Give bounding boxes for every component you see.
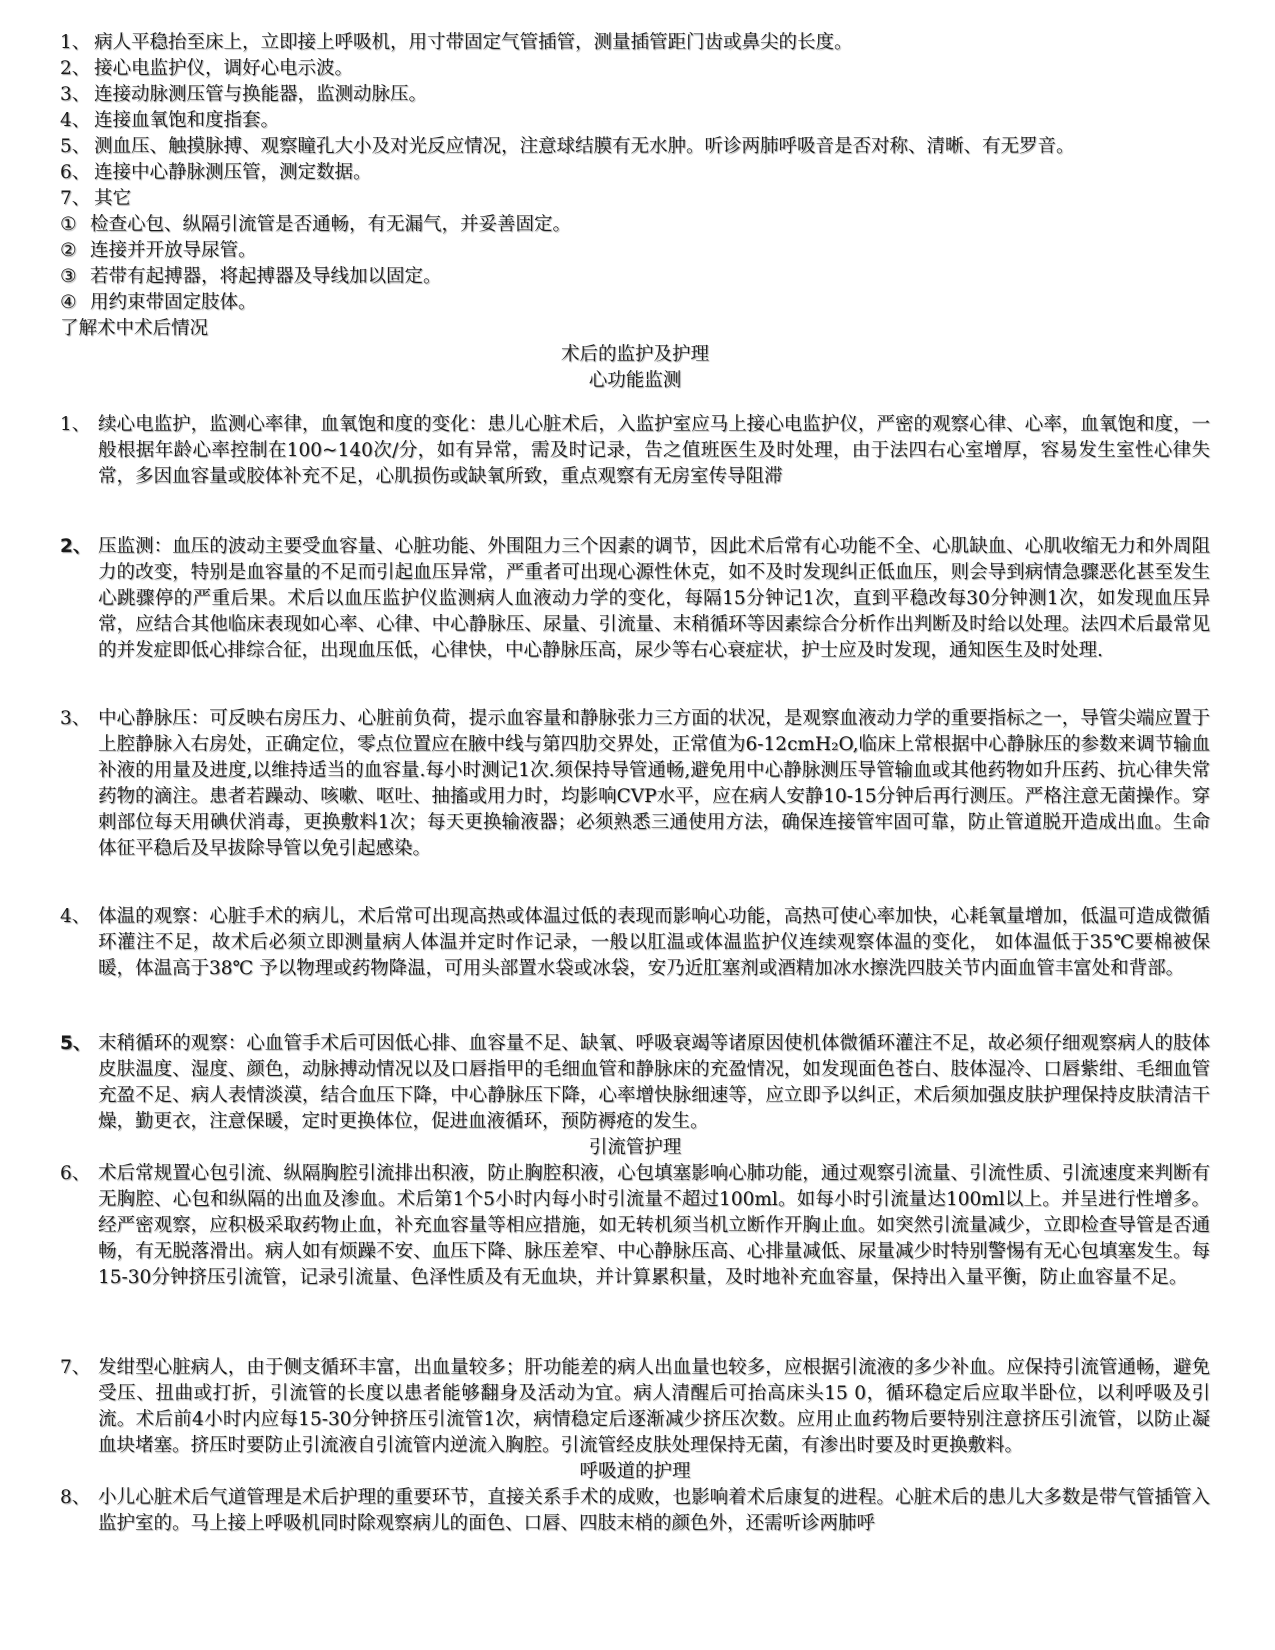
- list-item: [60, 904, 1210, 982]
- list-item: [60, 30, 1210, 56]
- step-text: 连接中心静脉测压管，测定数据。: [94, 162, 372, 183]
- item-text: 中心静脉压：可反映右房压力、心脏前负荷，提示血容量和静脉张力三方面的状况，是观察血液动力学的重要指标之一，导管尖端应置于上腔静脉入右房处，正确定位，零点位置应在腋中线与第四肋交界处，正常值为6-12cmH₂O,临床上常根据中心静脉压的参数来调节输血补液的用量及进度,以维持适当的血容量.每小时测记1次.须保持导管通畅,避免用中心静脉测压导管输血或其他药物如升压药、抗心律失常药物的滴注。患者若躁动、咳嗽、呕吐、抽搐或用力时，均影响CVP水平，应在病人安静10-15分钟后再行测压。严格注意无菌操作。穿刺部位每天用碘伏消毒，更换敷料1次；每天更换输液器；必须熟悉三通使用方法，确保连接管牢固可靠，防止管道脱开造成出血。生命体征平稳后及早拔除导管以免引起感染。: [98, 708, 1210, 859]
- step-text: 接心电监护仪，调好心电示波。: [94, 58, 354, 79]
- intro-tail: 了解术中术后情况: [60, 318, 209, 339]
- step-text: 连接动脉测压管与换能器，监测动脉压。: [94, 84, 428, 105]
- item-number: 8、: [60, 1487, 91, 1508]
- item-number: 1、: [60, 414, 91, 435]
- step-text: 病人平稳抬至床上，立即接上呼吸机，用寸带固定气管插管，测量插管距门齿或鼻尖的长度。: [94, 32, 853, 53]
- item-number: 3、: [60, 708, 91, 729]
- list-item: [60, 412, 1210, 490]
- item-text: 体温的观察：心脏手术的病儿，术后常可出现高热或体温过低的表现而影响心功能，高热可使心率加快，心耗氧量增加，低温可造成微循环灌注不足，故术后必须立即测量病人体温并定时作记录，一般以肛温或体温监护仪连续观察体温的变化， 如体温低于35℃要棉被保暖，体温高于38℃ 予以物理或药物降温，可用头部置水袋或冰袋，安乃近肛塞剂或酒精加冰水擦洗四肢关节内面血管丰富处和背部。: [98, 906, 1210, 979]
- item-1: [60, 412, 1210, 490]
- item-text: 小儿心脏术后气道管理是术后护理的重要环节，直接关系手术的成败，也影响着术后康复的进程。心脏术后的患儿大多数是带气管插管入监护室的。马上接上呼吸机同时除观察病儿的面色、口唇、四肢末梢的颜色外，还需听诊两肺呼: [98, 1487, 1210, 1534]
- list-item: [60, 134, 1210, 160]
- sub-item: [60, 290, 1210, 316]
- item-2: [60, 534, 1210, 664]
- sub-item: [60, 264, 1210, 290]
- sub-item: [60, 212, 1210, 238]
- sub-number: ④: [60, 292, 77, 313]
- list-item: [60, 82, 1210, 108]
- list-item: [60, 108, 1210, 134]
- sub-number: ③: [60, 266, 77, 287]
- step-text: 连接血氧饱和度指套。: [94, 110, 280, 131]
- sub-text: 检查心包、纵隔引流管是否通畅，有无漏气，并妥善固定。: [90, 214, 572, 235]
- section-heading-airway: 呼吸道的护理: [579, 1461, 691, 1482]
- step-number: 6、: [60, 162, 91, 183]
- item-text: 术后常规置心包引流、纵隔胸腔引流排出积液，防止胸腔积液，心包填塞影响心肺功能，通过观察引流量、引流性质、引流速度来判断有无胸腔、心包和纵隔的出血及渗血。术后第1个5小时内每小时引流量不超过100ml。如每小时引流量达100ml以上。并呈进行性增多。经严密观察，应积极采取药物止血，补充血容量等相应措施，如无转机须当机立断作开胸止血。如突然引流量减少，立即检查导管是否通畅，有无脱落滑出。病人如有烦躁不安、血压下降、脉压差窄、中心静脉压高、心排量减低、尿量减少时特别警惕有无心包填塞发生。每15-30分钟挤压引流管，记录引流量、色泽性质及有无血块，并计算累积量，及时地补充血容量，保持出入量平衡，防止血容量不足。: [98, 1163, 1210, 1288]
- item-number: 7、: [60, 1357, 91, 1378]
- step-number: 5、: [60, 136, 91, 157]
- step-text: 其它: [94, 188, 132, 209]
- section-heading-cardiac: 心功能监测: [588, 370, 682, 391]
- item-5: [60, 1031, 1210, 1291]
- list-item: [60, 1485, 1210, 1537]
- list-item: [60, 1161, 1210, 1291]
- step-number: 7、: [60, 188, 91, 209]
- item-text: 续心电监护，监测心率律，血氧饱和度的变化：患儿心脏术后，入监护室应马上接心电监护仪，严密的观察心律、心率，血氧饱和度，一般根据年龄心率控制在100~140次/分，如有异常，需及时记录，告之值班医生及时处理，由于法四右心室增厚，容易发生室性心律失常，多因血容量或胶体补充不足，心肌损伤或缺氧所致，重点观察有无房室传导阻滞: [98, 414, 1210, 487]
- item-3: [60, 706, 1210, 862]
- sub-number: ①: [60, 214, 77, 235]
- list-item: [60, 56, 1210, 82]
- item-number: 2、: [60, 536, 92, 557]
- item-4: [60, 904, 1210, 982]
- sub-text: 连接并开放导尿管。: [90, 240, 257, 261]
- sub-item: [60, 238, 1210, 264]
- step-text: 测血压、触摸脉搏、观察瞳孔大小及对光反应情况，注意球结膜有无水肿。听诊两肺呼吸音是否对称、清晰、有无罗音。: [94, 136, 1075, 157]
- list-item: [60, 706, 1210, 862]
- item-text: 压监测：血压的波动主要受血容量、心脏功能、外围阻力三个因素的调节，因此术后常有心功能不全、心肌缺血、心肌收缩无力和外周阻力的改变，特别是血容量的不足而引起血压异常，严重者可出现心源性休克，如不及时发现纠正低血压，则会导到病情急骤恶化甚至发生心跳骤停的严重后果。术后以血压监护仪监测病人血液动力学的变化，每隔15分钟记1次，直到平稳改每30分钟测1次，如发现血压异常，应结合其他临床表现如心率、心律、中心静脉压、尿量、引流量、末稍循环等因素综合分析作出判断及时给以处理。法四术后最常见的并发症即低心排综合征，出现血压低，心律快，中心静脉压高，尿少等右心衰症状，护士应及时发现，通知医生及时处理.: [98, 536, 1210, 661]
- list-item: [60, 1355, 1210, 1459]
- item-text: 发绀型心脏病人，由于侧支循环丰富，出血量较多；肝功能差的病人出血量也较多，应根据引流液的多少补血。应保持引流管通畅，避免受压、扭曲或打折，引流管的长度以患者能够翻身及活动为宜。病人清醒后可抬高床头15 0，循环稳定后应取半卧位，以利呼吸及引流。术后前4小时内应每15-30分钟挤压引流管1次，病情稳定后逐渐减少挤压次数。应用止血药物后要特别注意挤压引流管，以防止凝血块堵塞。挤压时要防止引流液自引流管内逆流入胸腔。引流管经皮肤处理保持无菌，有渗出时要及时更换敷料。: [98, 1357, 1210, 1456]
- step-number: 1、: [60, 32, 91, 53]
- page-title: 术后的监护及护理: [560, 344, 709, 365]
- step-number: 2、: [60, 58, 91, 79]
- list-item: [60, 160, 1210, 186]
- step-number: 3、: [60, 84, 91, 105]
- item-number: 4、: [60, 906, 91, 927]
- item-number: 6、: [60, 1163, 91, 1184]
- sub-number: ②: [60, 240, 77, 261]
- sub-text: 用约束带固定肢体。: [90, 292, 257, 313]
- item-text: 末稍循环的观察：心血管手术后可因低心排、血容量不足、缺氧、呼吸衰竭等诸原因使机体微循环灌注不足，故必须仔细观察病人的肢体皮肤温度、湿度、颜色，动脉搏动情况以及口唇指甲的毛细血管和静脉床的充盈情况，如发现面色苍白、肢体湿冷、口唇紫绀、毛细血管充盈不足、病人表情淡漠，结合血压下降，中心静脉压下降，心率增快脉细速等，应立即予以纠正，术后须加强皮肤护理保持皮肤清洁干燥，勤更衣，注意保暖，定时更换体位，促进血液循环，预防褥疮的发生。: [98, 1033, 1210, 1132]
- item-number: 5、: [60, 1033, 92, 1054]
- list-item: [60, 186, 1210, 212]
- sub-text: 若带有起搏器，将起搏器及导线加以固定。: [90, 266, 442, 287]
- list-item: [60, 1031, 1210, 1135]
- admission-steps: [60, 30, 1210, 394]
- item-7: [60, 1355, 1210, 1537]
- step-number: 4、: [60, 110, 91, 131]
- list-item: [60, 534, 1210, 664]
- section-heading-drainage: 引流管护理: [588, 1137, 682, 1158]
